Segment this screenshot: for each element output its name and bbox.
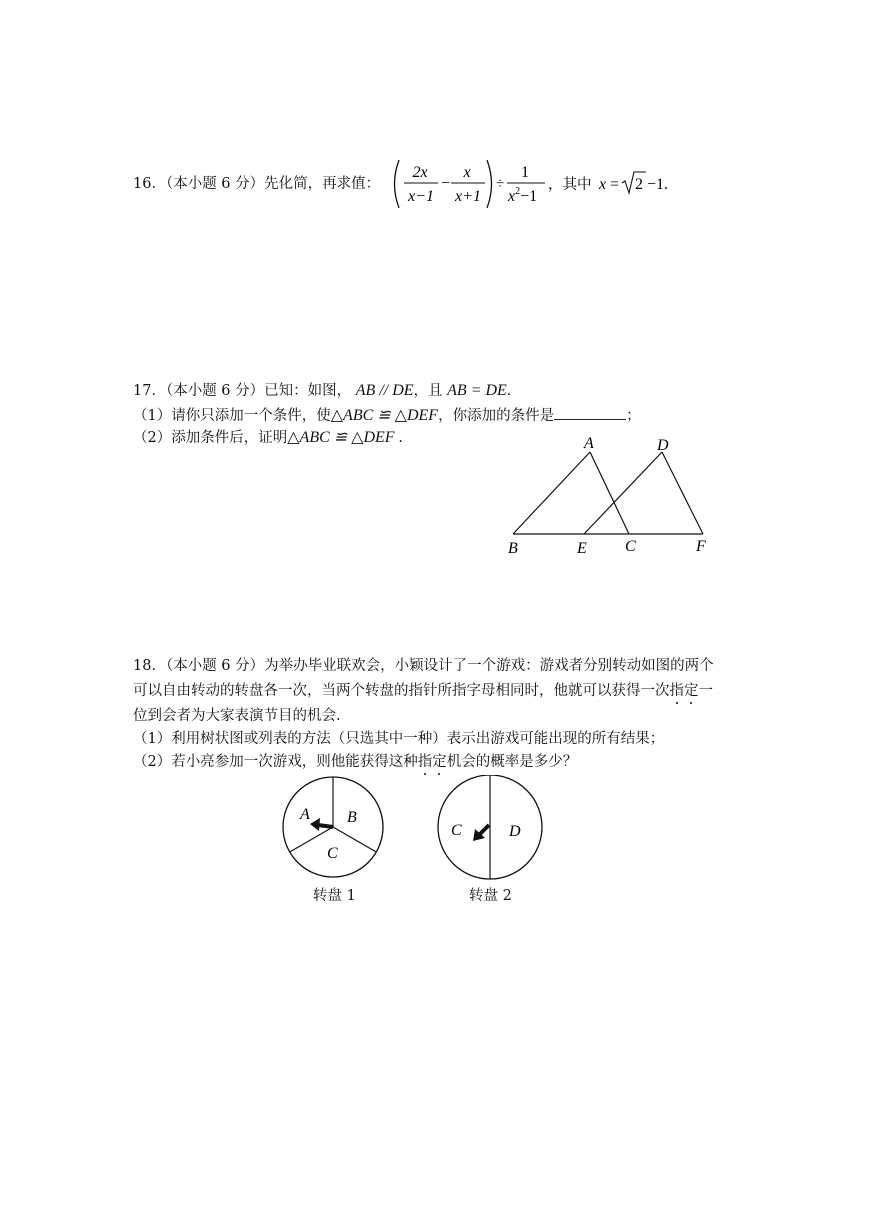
spinner-1-label-B: B <box>347 809 357 826</box>
spinner-1-label-C: C <box>327 845 338 862</box>
spinner-1-label-A: A <box>300 806 310 823</box>
spinner-1-caption: 转盘 1 <box>313 888 356 904</box>
q16-frac1-num: 2x <box>412 164 428 181</box>
q18-line3-text: 位到会者为大家表演节目的机会. <box>133 708 341 724</box>
label-F: F <box>696 538 706 555</box>
q17-part2-end: . <box>394 429 403 446</box>
q16-left-paren <box>395 160 400 208</box>
label-C: C <box>625 538 636 555</box>
q17-part1-prefix: （1）请你只添加一个条件，使 <box>133 408 331 424</box>
q18-part1 <box>133 729 664 749</box>
q16-frac3-den <box>507 186 537 205</box>
label-B: B <box>508 540 518 557</box>
q16-minus: − <box>441 175 451 192</box>
q16-number: 16． <box>133 176 166 192</box>
q16-frac3-den-base: x <box>508 188 516 205</box>
q17-points: （本小题 6 分） <box>165 383 265 399</box>
q17-part2-prefix: （2）添加条件后，证明 <box>133 430 288 446</box>
spinner-1 <box>276 775 390 887</box>
q16-line <box>133 174 380 194</box>
spinner-2-label-D: D <box>509 823 521 840</box>
q16-divide: ÷ <box>496 176 505 192</box>
label-A: A <box>584 435 594 452</box>
q17-part1-suffix: ，你添加的条件是 <box>438 408 555 424</box>
q18-number: 18． <box>133 658 166 674</box>
q17-end-period: . <box>506 382 511 399</box>
q18-line2-emph1: 指 <box>669 683 684 699</box>
q16-points: （本小题 6 分） <box>165 176 265 192</box>
q18-part2-emph1: 指 <box>417 754 433 770</box>
q18-line2 <box>133 681 713 701</box>
q17-part1 <box>133 405 641 426</box>
q18-points: （本小题 6 分） <box>165 658 265 674</box>
q16-given-eq: = <box>610 176 620 193</box>
q18-part1-text: （1）利用树状图或列表的方法（只选其中一种）表示出游戏可能出现的所有结果； <box>133 731 665 747</box>
q16-frac2-den: x+1 <box>455 188 481 205</box>
q17-number: 17． <box>133 383 166 399</box>
q17-and-text: ，且 <box>413 383 443 399</box>
q18-line3 <box>133 706 341 726</box>
q18-line1 <box>133 656 714 676</box>
q16-given-x: x <box>599 176 607 193</box>
q16-frac3-den-tail: −1 <box>520 188 538 205</box>
q16-given-tail: −1. <box>647 176 669 193</box>
q18-line2-b: 一 <box>698 683 713 699</box>
spinner-2-caption: 转盘 2 <box>469 888 512 904</box>
q17-part1-end: ； <box>626 408 641 424</box>
q17-line1 <box>133 381 511 401</box>
q17-given-text: 已知：如图， <box>264 383 352 399</box>
q18-part2-emph2: 定 <box>432 754 447 770</box>
segment-AB <box>513 452 590 534</box>
q17-cond1: AB // DE <box>355 382 414 399</box>
q17-cond2: AB = DE <box>447 382 507 399</box>
label-E: E <box>577 540 587 557</box>
q16-given-prefix: ，其中 <box>548 177 592 193</box>
q18-part2 <box>133 752 577 772</box>
q17-triangle-figure <box>500 430 720 560</box>
label-D: D <box>657 437 669 454</box>
q18-line2-a: 可以自由转动的转盘各一次，当两个转盘的指针所指字母相同时，他就可以获得一次 <box>133 683 670 699</box>
q18-part2-a: （2）若小亮参加一次游戏，则他能获得这种 <box>133 754 418 770</box>
segment-DF <box>662 452 703 534</box>
q17-part1-congruence: △ABC ≌ △DEF <box>330 407 439 424</box>
q16-prompt: 先化简，再求值： <box>264 176 381 192</box>
q17-answer-blank[interactable] <box>554 405 626 420</box>
q16-expression <box>390 156 690 212</box>
q18-line1-text: 为举办毕业联欢会，小颖设计了一个游戏：游戏者分别转动如图的两个 <box>264 658 714 674</box>
q16-right-paren <box>487 160 492 208</box>
q17-part2 <box>133 428 403 448</box>
spinner-2-label-C: C <box>451 822 462 839</box>
q16-frac3-den-exp: 2 <box>515 186 521 197</box>
q18-part2-b: 机会的概率是多少？ <box>446 754 578 770</box>
q16-frac1-den: x−1 <box>408 188 434 205</box>
q16-given-sqrt: 2 <box>635 176 643 193</box>
spinner-2 <box>433 775 547 887</box>
q16-frac3-num: 1 <box>521 164 529 181</box>
q18-line2-emph2: 定 <box>684 683 699 699</box>
q16-frac2-num: x <box>463 164 471 181</box>
q17-part2-congruence: △ABC ≌ △DEF <box>287 429 395 446</box>
